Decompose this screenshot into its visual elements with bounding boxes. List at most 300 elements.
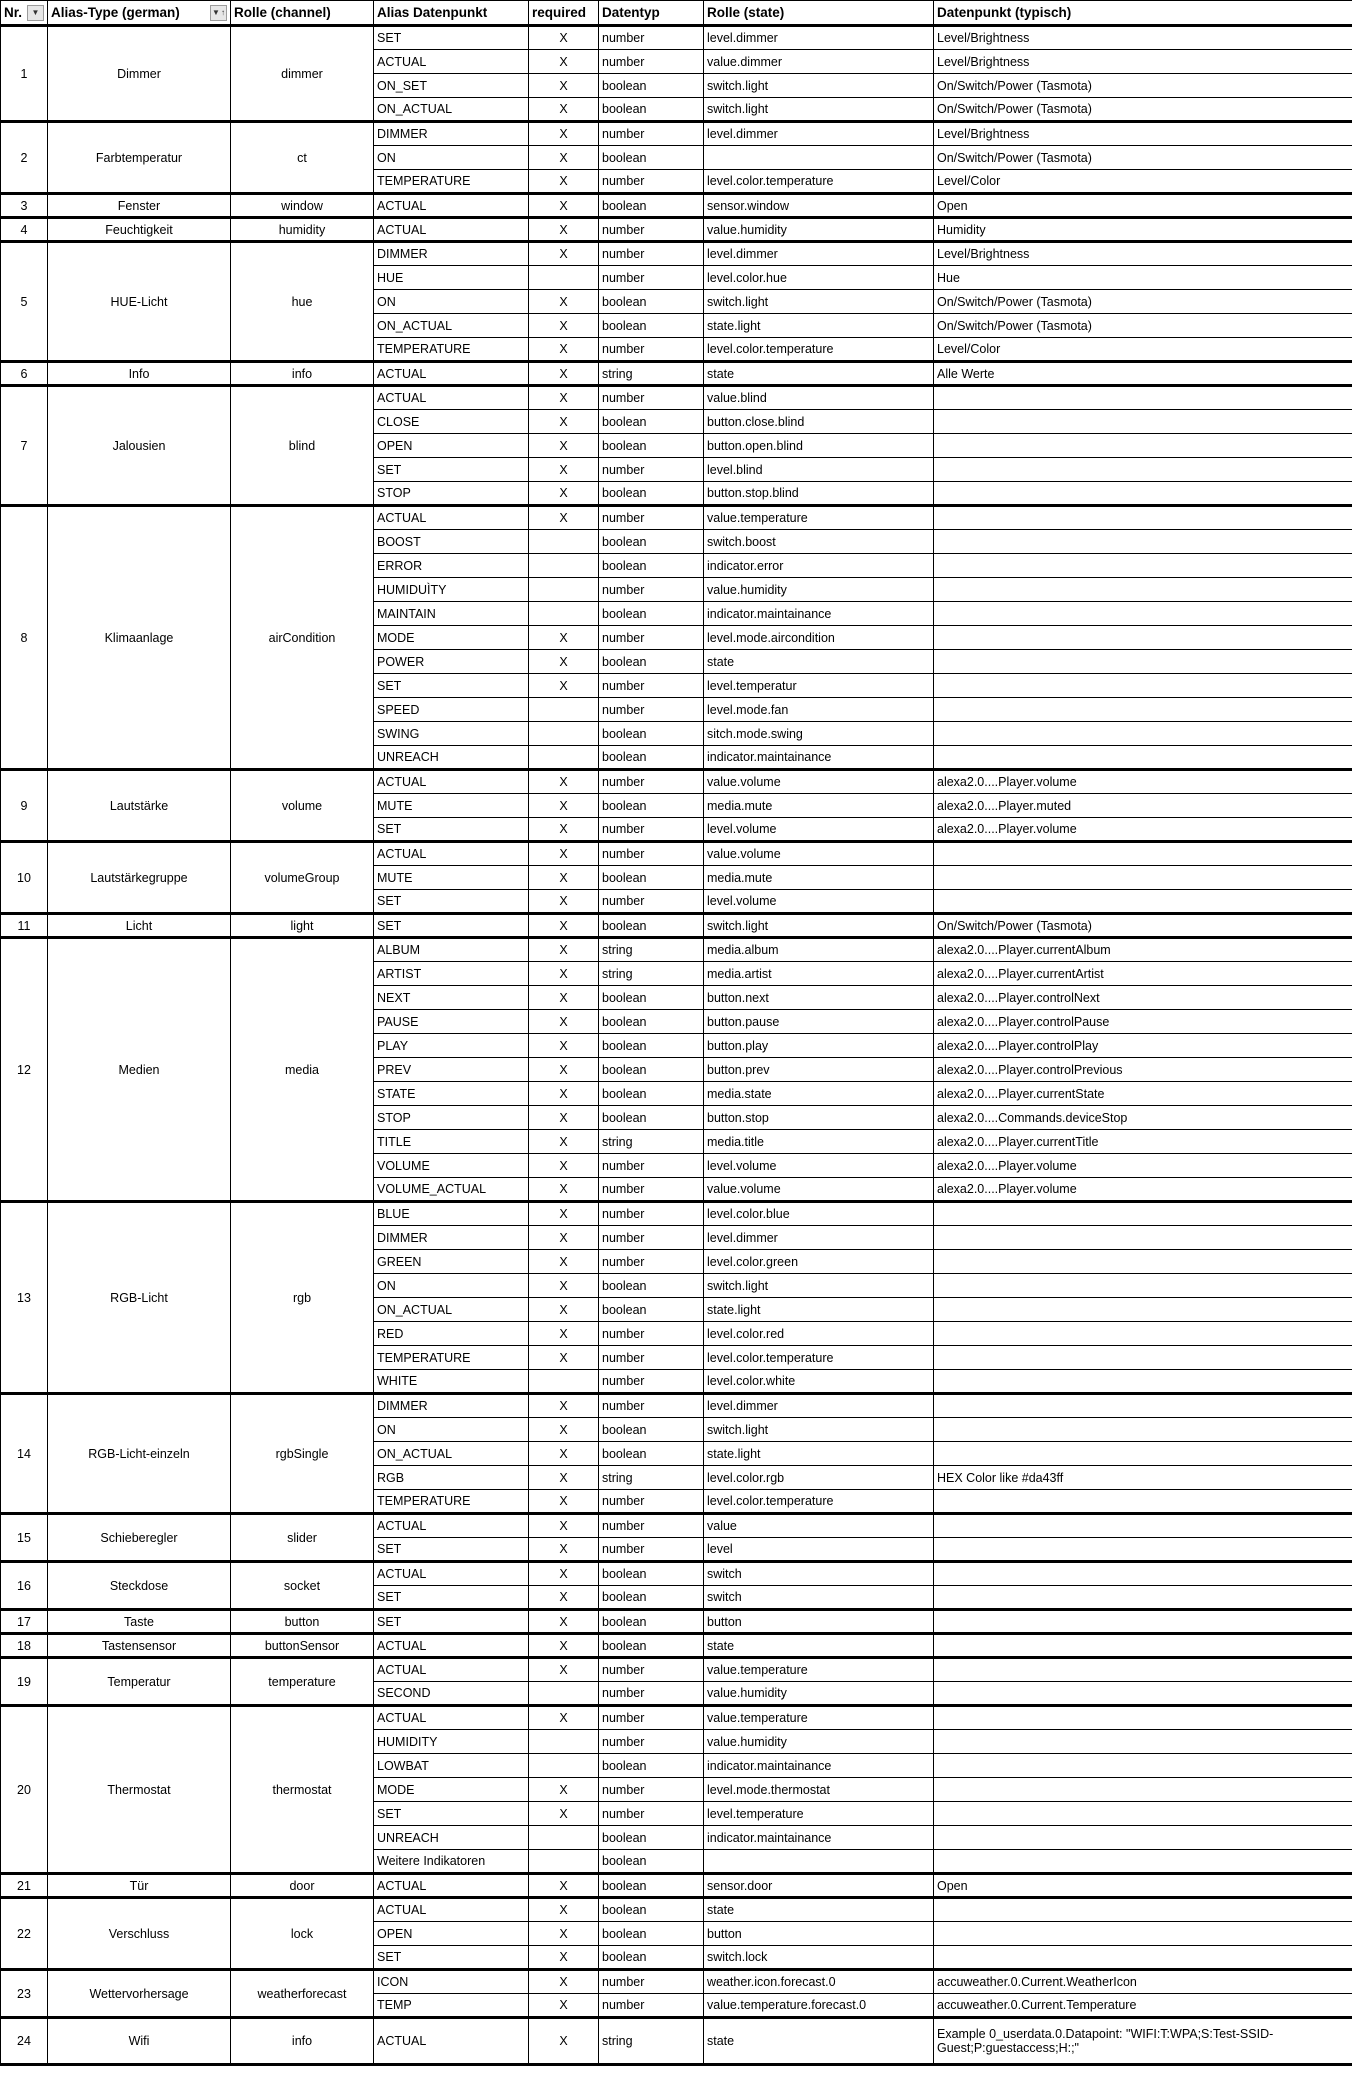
rolle-state-cell: state xyxy=(704,2018,934,2065)
rolle-state-cell: level.mode.thermostat xyxy=(704,1778,934,1802)
alias-datenpunkt-cell: RED xyxy=(374,1322,529,1346)
rolle-state-cell: level.dimmer xyxy=(704,1226,934,1250)
rolle-state-cell: state xyxy=(704,1898,934,1922)
rolle-state-cell: media.state xyxy=(704,1082,934,1106)
alias-datenpunkt-cell: ON_SET xyxy=(374,74,529,98)
header-row xyxy=(1,1,1352,26)
alias-datenpunkt-cell: MUTE xyxy=(374,794,529,818)
required-cell: X xyxy=(529,1514,599,1538)
alias-datenpunkt-cell: ACTUAL xyxy=(374,362,529,386)
nr-cell: 19 xyxy=(1,1658,48,1706)
datenpunkt-typisch-cell: Level/Color xyxy=(934,170,1352,194)
rolle-state-cell: value.temperature.forecast.0 xyxy=(704,1994,934,2018)
required-cell: X xyxy=(529,1418,599,1442)
rolle-state-cell: level.temperatur xyxy=(704,674,934,698)
table-row xyxy=(1,1898,1352,1922)
alias-datenpunkt-cell: ON_ACTUAL xyxy=(374,1442,529,1466)
rolle-state-cell: indicator.maintainance xyxy=(704,746,934,770)
datenpunkt-typisch-cell xyxy=(934,1514,1352,1538)
required-cell: X xyxy=(529,1946,599,1970)
required-cell: X xyxy=(529,26,599,50)
datentyp-cell: boolean xyxy=(599,530,704,554)
rolle-state-cell: value.humidity xyxy=(704,578,934,602)
required-cell: X xyxy=(529,1586,599,1610)
alias-datenpunkt-cell: MUTE xyxy=(374,866,529,890)
alias-datenpunkt-cell: OPEN xyxy=(374,434,529,458)
datentyp-cell: boolean xyxy=(599,1298,704,1322)
alias-datenpunkt-cell: ACTUAL xyxy=(374,1634,529,1658)
required-cell: X xyxy=(529,122,599,146)
alias-datenpunkt-cell: SET xyxy=(374,674,529,698)
datenpunkt-typisch-cell xyxy=(934,1778,1352,1802)
rolle-state-cell: switch.light xyxy=(704,1418,934,1442)
rolle-channel-cell: buttonSensor xyxy=(231,1634,374,1658)
datenpunkt-typisch-cell xyxy=(934,722,1352,746)
datentyp-cell: boolean xyxy=(599,794,704,818)
datentyp-cell: number xyxy=(599,386,704,410)
datenpunkt-typisch-cell: On/Switch/Power (Tasmota) xyxy=(934,146,1352,170)
required-cell: X xyxy=(529,458,599,482)
alias-datenpunkt-cell: SET xyxy=(374,818,529,842)
required-cell: X xyxy=(529,1970,599,1994)
datenpunkt-typisch-cell xyxy=(934,1394,1352,1418)
required-cell: X xyxy=(529,482,599,506)
rolle-state-cell: level.color.temperature xyxy=(704,1346,934,1370)
nr-cell: 17 xyxy=(1,1610,48,1634)
alias-type-cell: Steckdose xyxy=(48,1562,231,1610)
table-row xyxy=(1,506,1352,530)
alias-datenpunkt-cell: DIMMER xyxy=(374,242,529,266)
alias-type-cell: Lautstärkegruppe xyxy=(48,842,231,914)
required-cell xyxy=(529,1682,599,1706)
rolle-state-cell: media.mute xyxy=(704,866,934,890)
required-cell: X xyxy=(529,1130,599,1154)
datenpunkt-typisch-cell xyxy=(934,1754,1352,1778)
datentyp-cell: number xyxy=(599,218,704,242)
datentyp-cell: string xyxy=(599,1466,704,1490)
alias-datenpunkt-cell: WHITE xyxy=(374,1370,529,1394)
rolle-state-cell: switch.light xyxy=(704,914,934,938)
required-cell: X xyxy=(529,1298,599,1322)
required-cell: X xyxy=(529,674,599,698)
rolle-state-cell: value.volume xyxy=(704,1178,934,1202)
header-rolle-channel: Rolle (channel) xyxy=(231,1,374,26)
datentyp-cell: number xyxy=(599,1178,704,1202)
rolle-state-cell: button xyxy=(704,1610,934,1634)
datentyp-cell: number xyxy=(599,26,704,50)
rolle-state-cell: value.temperature xyxy=(704,1706,934,1730)
datentyp-cell: number xyxy=(599,1538,704,1562)
required-cell: X xyxy=(529,650,599,674)
rolle-state-cell: level.volume xyxy=(704,1154,934,1178)
alias-datenpunkt-cell: ERROR xyxy=(374,554,529,578)
alias-datenpunkt-cell: ACTUAL xyxy=(374,50,529,74)
datentyp-cell: string xyxy=(599,1130,704,1154)
datentyp-cell: boolean xyxy=(599,1826,704,1850)
datenpunkt-typisch-cell: Level/Brightness xyxy=(934,50,1352,74)
alias-type-cell: Dimmer xyxy=(48,26,231,122)
datentyp-cell: number xyxy=(599,1802,704,1826)
alias-datenpunkt-cell: SET xyxy=(374,1802,529,1826)
required-cell: X xyxy=(529,1466,599,1490)
datentyp-cell: number xyxy=(599,1226,704,1250)
required-cell xyxy=(529,266,599,290)
required-cell: X xyxy=(529,1658,599,1682)
required-cell: X xyxy=(529,1154,599,1178)
rolle-state-cell: value.humidity xyxy=(704,1682,934,1706)
nr-cell: 3 xyxy=(1,194,48,218)
alias-datenpunkt-cell: ACTUAL xyxy=(374,1514,529,1538)
rolle-state-cell: value.humidity xyxy=(704,1730,934,1754)
required-cell xyxy=(529,530,599,554)
rolle-state-cell: value.volume xyxy=(704,842,934,866)
alias-datenpunkt-cell: ACTUAL xyxy=(374,1874,529,1898)
datenpunkt-typisch-cell xyxy=(934,1274,1352,1298)
datentyp-cell: boolean xyxy=(599,986,704,1010)
alias-datenpunkt-cell: BOOST xyxy=(374,530,529,554)
datentyp-cell: boolean xyxy=(599,290,704,314)
rolle-state-cell: level.volume xyxy=(704,818,934,842)
alias-datenpunkt-cell: ON_ACTUAL xyxy=(374,98,529,122)
rolle-state-cell: weather.icon.forecast.0 xyxy=(704,1970,934,1994)
datenpunkt-typisch-cell: Open xyxy=(934,1874,1352,1898)
nr-cell: 22 xyxy=(1,1898,48,1970)
datenpunkt-typisch-cell: alexa2.0....Player.currentAlbum xyxy=(934,938,1352,962)
rolle-state-cell: level.dimmer xyxy=(704,26,934,50)
header-alias-type-label: Alias-Type (german) xyxy=(51,4,180,20)
nr-cell: 13 xyxy=(1,1202,48,1394)
alias-datenpunkt-cell: ACTUAL xyxy=(374,194,529,218)
datentyp-cell: boolean xyxy=(599,98,704,122)
datenpunkt-typisch-cell xyxy=(934,506,1352,530)
datentyp-cell: number xyxy=(599,122,704,146)
datentyp-cell: boolean xyxy=(599,746,704,770)
required-cell: X xyxy=(529,362,599,386)
datenpunkt-typisch-cell xyxy=(934,434,1352,458)
datentyp-cell: boolean xyxy=(599,1418,704,1442)
header-required: required xyxy=(529,1,599,26)
rolle-state-cell xyxy=(704,1850,934,1874)
required-cell xyxy=(529,554,599,578)
alias-datenpunkt-cell: SET xyxy=(374,914,529,938)
datentyp-cell: boolean xyxy=(599,434,704,458)
rolle-state-cell: sensor.window xyxy=(704,194,934,218)
alias-datenpunkt-cell: ACTUAL xyxy=(374,1706,529,1730)
datentyp-cell: boolean xyxy=(599,1874,704,1898)
alias-datenpunkt-cell: MODE xyxy=(374,626,529,650)
datenpunkt-typisch-cell xyxy=(934,1562,1352,1586)
rolle-channel-cell: lock xyxy=(231,1898,374,1970)
required-cell: X xyxy=(529,1922,599,1946)
rolle-channel-cell: hue xyxy=(231,242,374,362)
required-cell xyxy=(529,746,599,770)
rolle-state-cell: state.light xyxy=(704,314,934,338)
table-row xyxy=(1,1394,1352,1418)
datentyp-cell: number xyxy=(599,1394,704,1418)
datenpunkt-typisch-cell xyxy=(934,1706,1352,1730)
alias-type-cell: Feuchtigkeit xyxy=(48,218,231,242)
header-datentyp: Datentyp xyxy=(599,1,704,26)
rolle-state-cell: value.temperature xyxy=(704,1658,934,1682)
alias-datenpunkt-cell: ICON xyxy=(374,1970,529,1994)
datenpunkt-typisch-cell xyxy=(934,1658,1352,1682)
filter-dropdown-sorted-ascending-icon[interactable]: ▼ ↑ xyxy=(210,5,227,21)
rolle-state-cell: indicator.maintainance xyxy=(704,602,934,626)
alias-datenpunkt-cell: UNREACH xyxy=(374,746,529,770)
rolle-state-cell: sitch.mode.swing xyxy=(704,722,934,746)
required-cell: X xyxy=(529,314,599,338)
datenpunkt-typisch-cell xyxy=(934,410,1352,434)
rolle-state-cell: switch.light xyxy=(704,98,934,122)
header-alias-type xyxy=(48,1,231,26)
rolle-channel-cell: humidity xyxy=(231,218,374,242)
datentyp-cell: number xyxy=(599,1970,704,1994)
required-cell: X xyxy=(529,338,599,362)
header-rolle-state: Rolle (state) xyxy=(704,1,934,26)
datenpunkt-typisch-cell xyxy=(934,1346,1352,1370)
datenpunkt-typisch-cell xyxy=(934,386,1352,410)
nr-cell: 14 xyxy=(1,1394,48,1514)
alias-type-cell: RGB-Licht xyxy=(48,1202,231,1394)
nr-cell: 5 xyxy=(1,242,48,362)
rolle-channel-cell: airCondition xyxy=(231,506,374,770)
datenpunkt-typisch-cell: alexa2.0....Player.volume xyxy=(934,770,1352,794)
header-nr-label: Nr. xyxy=(4,4,23,20)
alias-datenpunkt-cell: RGB xyxy=(374,1466,529,1490)
alias-datenpunkt-cell: POWER xyxy=(374,650,529,674)
datenpunkt-typisch-cell xyxy=(934,1538,1352,1562)
alias-datenpunkt-cell: SET xyxy=(374,1946,529,1970)
required-cell: X xyxy=(529,98,599,122)
datentyp-cell: number xyxy=(599,1730,704,1754)
datenpunkt-typisch-cell: alexa2.0....Player.muted xyxy=(934,794,1352,818)
alias-datenpunkt-cell: ALBUM xyxy=(374,938,529,962)
required-cell: X xyxy=(529,1250,599,1274)
datentyp-cell: number xyxy=(599,50,704,74)
datentyp-cell: string xyxy=(599,938,704,962)
required-cell: X xyxy=(529,1010,599,1034)
datenpunkt-typisch-cell xyxy=(934,1922,1352,1946)
nr-cell: 6 xyxy=(1,362,48,386)
datenpunkt-typisch-cell: alexa2.0....Player.currentTitle xyxy=(934,1130,1352,1154)
rolle-channel-cell: window xyxy=(231,194,374,218)
datenpunkt-typisch-cell xyxy=(934,1298,1352,1322)
required-cell: X xyxy=(529,218,599,242)
rolle-channel-cell: dimmer xyxy=(231,26,374,122)
datentyp-cell: number xyxy=(599,842,704,866)
datentyp-cell: boolean xyxy=(599,1562,704,1586)
required-cell xyxy=(529,1850,599,1874)
datentyp-cell: number xyxy=(599,1322,704,1346)
alias-type-cell: RGB-Licht-einzeln xyxy=(48,1394,231,1514)
datentyp-cell: number xyxy=(599,1706,704,1730)
datentyp-cell: number xyxy=(599,1658,704,1682)
nr-cell: 11 xyxy=(1,914,48,938)
datenpunkt-typisch-cell xyxy=(934,1610,1352,1634)
datentyp-cell: boolean xyxy=(599,1850,704,1874)
required-cell: X xyxy=(529,962,599,986)
datentyp-cell: boolean xyxy=(599,602,704,626)
datenpunkt-typisch-cell: Example 0_userdata.0.Datapoint: "WIFI:T:WPA;S:Test-SSID-Guest;P:guestaccess;H:;" xyxy=(934,2018,1352,2065)
nr-cell: 15 xyxy=(1,1514,48,1562)
rolle-state-cell: button.close.blind xyxy=(704,410,934,434)
header-alias-datenpunkt: Alias Datenpunkt xyxy=(374,1,529,26)
table-row xyxy=(1,26,1352,50)
rolle-channel-cell: thermostat xyxy=(231,1706,374,1874)
datentyp-cell: number xyxy=(599,1346,704,1370)
required-cell: X xyxy=(529,1082,599,1106)
rolle-state-cell: level.color.temperature xyxy=(704,1490,934,1514)
datentyp-cell: boolean xyxy=(599,1586,704,1610)
required-cell xyxy=(529,1826,599,1850)
rolle-channel-cell: rgbSingle xyxy=(231,1394,374,1514)
datenpunkt-typisch-cell xyxy=(934,1898,1352,1922)
datenpunkt-typisch-cell xyxy=(934,1490,1352,1514)
required-cell: X xyxy=(529,1442,599,1466)
required-cell: X xyxy=(529,1058,599,1082)
required-cell: X xyxy=(529,890,599,914)
required-cell: X xyxy=(529,1994,599,2018)
datenpunkt-typisch-cell: On/Switch/Power (Tasmota) xyxy=(934,98,1352,122)
table-row xyxy=(1,1634,1352,1658)
datentyp-cell: boolean xyxy=(599,722,704,746)
rolle-state-cell: value.humidity xyxy=(704,218,934,242)
alias-datenpunkt-cell: UNREACH xyxy=(374,1826,529,1850)
required-cell: X xyxy=(529,1322,599,1346)
datentyp-cell: boolean xyxy=(599,914,704,938)
alias-type-cell: Tastensensor xyxy=(48,1634,231,1658)
alias-datenpunkt-cell: OPEN xyxy=(374,1922,529,1946)
alias-datenpunkt-cell: ACTUAL xyxy=(374,1898,529,1922)
header-nr xyxy=(1,1,48,26)
rolle-state-cell: button.prev xyxy=(704,1058,934,1082)
required-cell xyxy=(529,722,599,746)
datentyp-cell: boolean xyxy=(599,1754,704,1778)
required-cell: X xyxy=(529,1226,599,1250)
rolle-state-cell: value.blind xyxy=(704,386,934,410)
rolle-state-cell xyxy=(704,146,934,170)
datenpunkt-typisch-cell xyxy=(934,842,1352,866)
filter-dropdown-icon[interactable]: ▼ xyxy=(27,5,44,21)
alias-type-cell: Temperatur xyxy=(48,1658,231,1706)
required-cell xyxy=(529,1754,599,1778)
nr-cell: 4 xyxy=(1,218,48,242)
rolle-channel-cell: volumeGroup xyxy=(231,842,374,914)
datenpunkt-typisch-cell xyxy=(934,1370,1352,1394)
datenpunkt-typisch-cell: On/Switch/Power (Tasmota) xyxy=(934,914,1352,938)
rolle-state-cell: button.stop.blind xyxy=(704,482,934,506)
table-row xyxy=(1,770,1352,794)
required-cell: X xyxy=(529,1394,599,1418)
datenpunkt-typisch-cell xyxy=(934,698,1352,722)
alias-datenpunkt-cell: ARTIST xyxy=(374,962,529,986)
datentyp-cell: boolean xyxy=(599,1898,704,1922)
alias-datenpunkt-cell: ACTUAL xyxy=(374,2018,529,2065)
nr-cell: 9 xyxy=(1,770,48,842)
nr-cell: 18 xyxy=(1,1634,48,1658)
datentyp-cell: boolean xyxy=(599,314,704,338)
alias-datenpunkt-cell: SECOND xyxy=(374,1682,529,1706)
rolle-state-cell: level.dimmer xyxy=(704,242,934,266)
datentyp-cell: number xyxy=(599,506,704,530)
datenpunkt-typisch-cell: Level/Brightness xyxy=(934,122,1352,146)
alias-datenpunkt-cell: ACTUAL xyxy=(374,506,529,530)
alias-datenpunkt-cell: LOWBAT xyxy=(374,1754,529,1778)
datentyp-cell: boolean xyxy=(599,866,704,890)
datentyp-cell: boolean xyxy=(599,1274,704,1298)
rolle-state-cell: level.color.blue xyxy=(704,1202,934,1226)
alias-datenpunkt-cell: ACTUAL xyxy=(374,386,529,410)
alias-datenpunkt-cell: ON_ACTUAL xyxy=(374,314,529,338)
alias-datenpunkt-cell: CLOSE xyxy=(374,410,529,434)
rolle-channel-cell: media xyxy=(231,938,374,1202)
datenpunkt-typisch-cell xyxy=(934,554,1352,578)
alias-datenpunkt-cell: PREV xyxy=(374,1058,529,1082)
required-cell: X xyxy=(529,794,599,818)
datentyp-cell: boolean xyxy=(599,74,704,98)
datenpunkt-typisch-cell: Humidity xyxy=(934,218,1352,242)
rolle-state-cell: level.color.green xyxy=(704,1250,934,1274)
alias-datenpunkt-cell: ON xyxy=(374,290,529,314)
alias-type-cell: Tür xyxy=(48,1874,231,1898)
nr-cell: 24 xyxy=(1,2018,48,2065)
alias-datenpunkt-cell: VOLUME_ACTUAL xyxy=(374,1178,529,1202)
rolle-state-cell: button.pause xyxy=(704,1010,934,1034)
datentyp-cell: number xyxy=(599,1994,704,2018)
rolle-channel-cell: volume xyxy=(231,770,374,842)
datentyp-cell: boolean xyxy=(599,1610,704,1634)
datenpunkt-typisch-cell: alexa2.0....Player.volume xyxy=(934,1154,1352,1178)
alias-datenpunkt-cell: Weitere Indikatoren xyxy=(374,1850,529,1874)
required-cell: X xyxy=(529,410,599,434)
required-cell: X xyxy=(529,1034,599,1058)
table-row xyxy=(1,2018,1352,2065)
rolle-state-cell: switch.boost xyxy=(704,530,934,554)
datentyp-cell: boolean xyxy=(599,410,704,434)
required-cell: X xyxy=(529,434,599,458)
alias-datenpunkt-cell: PLAY xyxy=(374,1034,529,1058)
alias-type-cell: Taste xyxy=(48,1610,231,1634)
rolle-state-cell: state xyxy=(704,650,934,674)
nr-cell: 1 xyxy=(1,26,48,122)
rolle-state-cell: sensor.door xyxy=(704,1874,934,1898)
alias-datenpunkt-cell: MODE xyxy=(374,1778,529,1802)
datenpunkt-typisch-cell: alexa2.0....Player.currentState xyxy=(934,1082,1352,1106)
required-cell: X xyxy=(529,1274,599,1298)
datentyp-cell: number xyxy=(599,698,704,722)
alias-datenpunkt-cell: ACTUAL xyxy=(374,842,529,866)
datenpunkt-typisch-cell: Level/Color xyxy=(934,338,1352,362)
table-row xyxy=(1,1610,1352,1634)
rolle-state-cell: switch.light xyxy=(704,74,934,98)
rolle-channel-cell: ct xyxy=(231,122,374,194)
alias-type-cell: Verschluss xyxy=(48,1898,231,1970)
datenpunkt-typisch-cell xyxy=(934,602,1352,626)
datenpunkt-typisch-cell xyxy=(934,866,1352,890)
rolle-state-cell: level.color.rgb xyxy=(704,1466,934,1490)
nr-cell: 10 xyxy=(1,842,48,914)
datentyp-cell: number xyxy=(599,818,704,842)
required-cell xyxy=(529,698,599,722)
alias-datenpunkt-cell: ACTUAL xyxy=(374,1562,529,1586)
table-row xyxy=(1,842,1352,866)
table-row xyxy=(1,938,1352,962)
datentyp-cell: number xyxy=(599,1202,704,1226)
datentyp-cell: boolean xyxy=(599,1034,704,1058)
datentyp-cell: number xyxy=(599,266,704,290)
datenpunkt-typisch-cell: Level/Brightness xyxy=(934,26,1352,50)
rolle-channel-cell: light xyxy=(231,914,374,938)
